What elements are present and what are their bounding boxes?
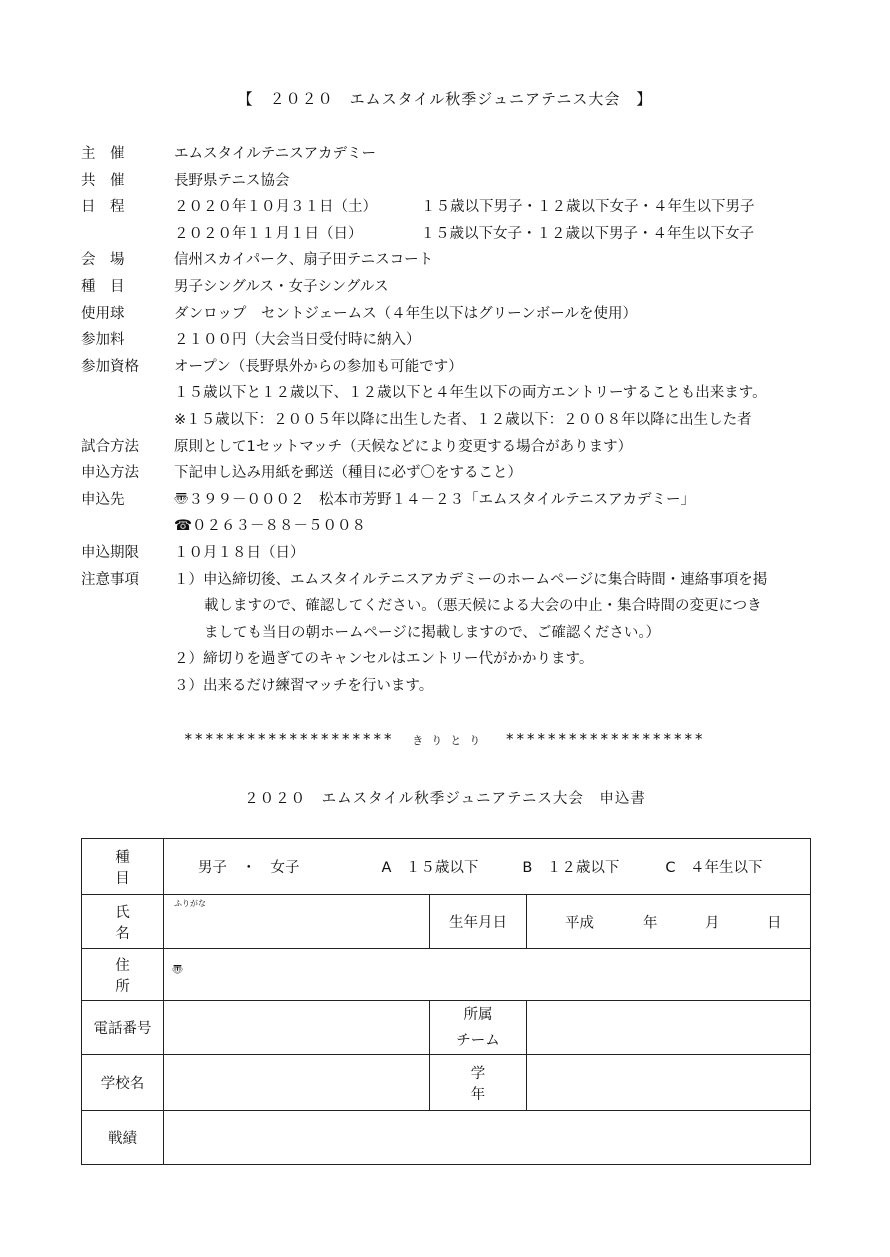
form-row-phone: [82, 1001, 811, 1055]
venue-row: [81, 247, 821, 274]
name-field[interactable]: [164, 895, 430, 949]
eligibility-label: 参加資格: [81, 358, 139, 375]
zip-mark-icon: 〠: [172, 963, 183, 976]
cut-line: [0, 730, 890, 748]
form-title: ２０２０ エムスタイル秋季ジュニアテニス大会 申込書: [244, 791, 646, 807]
cut-line-stars-left: ********************: [184, 730, 395, 748]
deadline-label: 申込期限: [81, 544, 139, 561]
record-field[interactable]: [164, 1111, 811, 1165]
format-row: [81, 434, 821, 461]
apply-address: 〠３９９－０００２ 松本市芳野１４－２３「エムスタイルテニスアカデミー」: [174, 491, 695, 508]
eligibility-note-2: ※１５歳以下：２００５年以降に出生した者、１２歳以下：２００８年以降に出生した者: [174, 411, 752, 428]
furigana-label: ふりがな: [174, 899, 206, 908]
apply-to-row: [81, 487, 821, 514]
note-1-line-2: 載しますので、確認してください。（悪天候による大会の中止・集合時間の変更につき: [204, 598, 762, 615]
note-2: ２）締切りを過ぎてのキャンセルはエントリー代がかかります。: [174, 651, 594, 668]
era-label: 平成: [565, 915, 594, 931]
option-c[interactable]: C ４年生以下: [665, 860, 763, 876]
cosponsor-value: 長野県テニス協会: [174, 172, 290, 189]
events-label: 種 目: [81, 278, 125, 295]
schedule-row-1: [81, 194, 821, 221]
address-field[interactable]: [164, 949, 811, 1001]
page-title: 【 ２０２０ エムスタイル秋季ジュニアテニス大会 】: [237, 90, 653, 108]
name-label: 氏 名: [82, 895, 164, 949]
team-label: [430, 1001, 527, 1055]
birth-label: 生年月日: [430, 895, 527, 949]
kind-label: 種 目: [82, 839, 164, 895]
form-row-school: [82, 1055, 811, 1111]
apply-method-label: 申込方法: [81, 465, 139, 482]
cosponsor-label: 共 催: [81, 172, 125, 189]
cut-line-stars-right: *******************: [506, 730, 706, 748]
schedule-events-1: １５歳以下男子・１２歳以下女子・４年生以下男子: [421, 199, 755, 216]
events-value: 男子シングルス・女子シングルス: [174, 278, 389, 295]
ball-value: ダンロップ セントジェームス（４年生以下はグリーンボールを使用）: [174, 305, 637, 322]
phone-label: 電話番号: [82, 1001, 164, 1055]
eligibility-row: [81, 354, 821, 381]
gender-option[interactable]: 男子 ・ 女子: [198, 860, 300, 876]
record-label: 戦績: [82, 1111, 164, 1165]
form-row-name: [82, 895, 811, 949]
ball-label: 使用球: [81, 305, 125, 322]
apply-method-row: [81, 460, 821, 487]
fee-label: 参加料: [81, 332, 125, 349]
fee-row: [81, 327, 821, 354]
team-field[interactable]: [527, 1001, 811, 1055]
grade-field[interactable]: [527, 1055, 811, 1111]
birth-date-field[interactable]: [527, 895, 811, 949]
option-b[interactable]: B １２歳以下: [522, 860, 620, 876]
schedule-date-1: ２０２０年１０月３１日（土）: [174, 199, 377, 216]
schedule-date-2: ２０２０年１１月１日（日）: [174, 225, 363, 242]
events-row: [81, 274, 821, 301]
month-label: 月: [705, 915, 720, 931]
format-label: 試合方法: [81, 438, 139, 455]
cosponsor-row: [81, 168, 821, 195]
team-label-line-1: 所属: [463, 1006, 493, 1023]
form-row-address: [82, 949, 811, 1001]
note-1-line-3: ましても当日の朝ホームページに掲載しますので、ご確認ください。）: [204, 624, 661, 641]
school-label: 学校名: [82, 1055, 164, 1111]
note-1-line-1: １）申込締切後、エムスタイルテニスアカデミーのホームページに集合時間・連絡事項を掲: [174, 571, 768, 588]
note-3: ３）出来るだけ練習マッチを行います。: [174, 677, 434, 694]
organizer-row: [81, 141, 821, 168]
eligibility-value: オープン（長野県外からの参加も可能です）: [174, 358, 463, 375]
address-label: 住 所: [82, 949, 164, 1001]
team-label-line-2: チーム: [456, 1032, 500, 1049]
phone-field[interactable]: [164, 1001, 430, 1055]
form-row-kind: [82, 839, 811, 895]
school-field[interactable]: [164, 1055, 430, 1111]
schedule-row-2: [81, 221, 821, 248]
organizer-label: 主 催: [81, 146, 125, 162]
ball-row: [81, 301, 821, 328]
notes-block: [81, 567, 821, 700]
tournament-info: [81, 141, 821, 699]
schedule-events-2: １５歳以下女子・１２歳以下男子・４年生以下女子: [420, 225, 754, 242]
notes-label: 注意事項: [81, 571, 139, 588]
deadline-value: １０月１８日（日）: [174, 544, 305, 561]
kind-options-cell[interactable]: [164, 839, 811, 895]
notes-list: [174, 567, 767, 700]
format-value: 原則として1セットマッチ（天候などにより変更する場合があります）: [174, 438, 633, 455]
year-label: 年: [643, 915, 658, 931]
application-form: [81, 838, 811, 1165]
schedule-label: 日 程: [81, 199, 125, 216]
apply-phone: ☎０２６３－８８－５００８: [174, 518, 367, 535]
grade-label: 学 年: [430, 1055, 527, 1111]
venue-value: 信州スカイパーク、扇子田テニスコート: [174, 252, 434, 269]
apply-to-label: 申込先: [81, 491, 125, 508]
cut-line-text: きりとり: [412, 734, 489, 747]
venue-label: 会 場: [81, 252, 125, 269]
apply-method-value: 下記申し込み用紙を郵送（種目に必ず〇をすること）: [174, 465, 522, 482]
deadline-row: [81, 540, 821, 567]
form-row-record: [82, 1111, 811, 1165]
day-label: 日: [767, 915, 782, 931]
option-a[interactable]: A １５歳以下: [381, 860, 479, 876]
organizer-value: エムスタイルテニスアカデミー: [174, 146, 376, 162]
fee-value: ２１００円（大会当日受付時に納入）: [174, 332, 421, 349]
eligibility-note-1: １５歳以下と１２歳以下、１２歳以下と４年生以下の両方エントリーすることも出来ます。: [174, 385, 767, 402]
